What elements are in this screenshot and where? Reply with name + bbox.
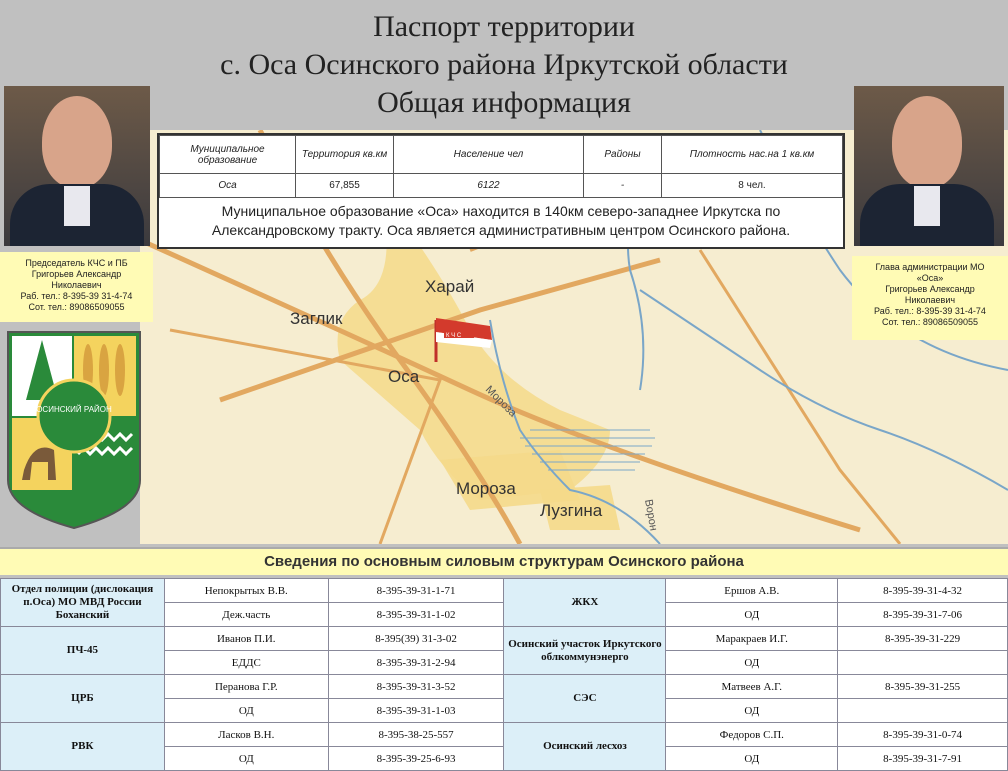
col-density: Плотность нас.на 1 кв.км [662, 136, 843, 174]
chairman-photo [4, 86, 150, 246]
org-energy: Осинский участок Иркутского облкоммунэнерго [504, 627, 666, 675]
structures-table [0, 578, 1008, 771]
head-role: Глава администрации МО [875, 262, 985, 272]
emblem-text: ОСИНСКИЙ РАЙОН [36, 405, 112, 414]
org-police: Отдел полиции (дислокация п.Оса) МО МВД России Боханский [1, 579, 165, 627]
kchs-marker-label: К Ч С [446, 333, 462, 339]
chairman-mobile-phone: Сот. тел.: 89086509055 [28, 302, 125, 312]
contact-phone: 8-395(39) 31-3-02 [328, 627, 504, 651]
map-label-moroza: Мороза [456, 479, 516, 498]
contact-name: ОД [666, 651, 838, 675]
map-label-voron: Ворон [642, 498, 660, 532]
contact-name: ЕДДС [164, 651, 328, 675]
col-districts: Районы [584, 136, 662, 174]
title-line-3: Общая информация [377, 86, 631, 119]
org-pch: ПЧ-45 [1, 627, 165, 675]
head-card [852, 256, 1008, 340]
contact-phone: 8-395-39-31-7-06 [838, 603, 1008, 627]
val-population: 6122 [394, 174, 584, 198]
contact-name: Непокрытых В.В. [164, 579, 328, 603]
contact-phone: 8-395-39-31-1-02 [328, 603, 504, 627]
org-les: Осинский лесхоз [504, 723, 666, 771]
description-text: Муниципальное образование «Оса» находится в 140км северо-западнее Иркутска по Александровскому тракту. Оса является административным центром Осинского района. [211, 203, 791, 238]
org-crb: ЦРБ [1, 675, 165, 723]
contact-name: ОД [666, 699, 838, 723]
map-label-luzgina: Лузгина [540, 501, 603, 520]
contact-name: ОД [666, 603, 838, 627]
contact-name: Матвеев А.Г. [666, 675, 838, 699]
contact-phone: 8-395-39-25-6-93 [328, 747, 504, 771]
chairman-role: Председатель КЧС и ПБ [25, 258, 128, 268]
head-mobile-phone: Сот. тел.: 89086509055 [882, 317, 978, 327]
head-patronymic: Николаевич [904, 295, 956, 305]
map-label-osa: Оса [388, 367, 420, 386]
org-ses: СЭС [504, 675, 666, 723]
head-photo [854, 86, 1004, 246]
contact-name: ОД [164, 699, 328, 723]
contact-phone: 8-395-39-31-2-94 [328, 651, 504, 675]
head-name: Григорьев Александр [885, 284, 975, 294]
contact-phone: 8-395-39-31-229 [838, 627, 1008, 651]
contact-name: ОД [666, 747, 838, 771]
contact-name: Маракраев И.Г. [666, 627, 838, 651]
title-line-1: Паспорт территории [373, 10, 635, 43]
contact-phone: 8-395-39-31-1-03 [328, 699, 504, 723]
col-municipality: Муниципальное образование [160, 136, 296, 174]
title-line-2: с. Оса Осинского района Иркутской области [220, 48, 788, 81]
chairman-card [0, 252, 153, 322]
contact-name: ОД [164, 747, 328, 771]
head-work-phone: Раб. тел.: 8-395-39 31-4-74 [874, 306, 986, 316]
head-org: «Оса» [916, 273, 944, 283]
org-zhkh: ЖКХ [504, 579, 666, 627]
val-districts: - [584, 174, 662, 198]
contact-name: Ласков В.Н. [164, 723, 328, 747]
contact-name: Перанова Г.Р. [164, 675, 328, 699]
contact-name: Деж.часть [164, 603, 328, 627]
map-label-river-moroza: Мороза [482, 383, 519, 420]
contact-phone [838, 699, 1008, 723]
contact-name: Ершов А.В. [666, 579, 838, 603]
contact-phone: 8-395-38-25-557 [328, 723, 504, 747]
contact-name: Иванов П.И. [164, 627, 328, 651]
contact-phone: 8-395-39-31-3-52 [328, 675, 504, 699]
map-label-kharai: Харай [425, 277, 475, 296]
contact-phone [838, 651, 1008, 675]
chairman-work-phone: Раб. тел.: 8-395-39 31-4-74 [20, 291, 133, 301]
val-density: 8 чел. [662, 174, 843, 198]
map-label-zaglik: Заглик [290, 309, 343, 328]
chairman-name: Григорьев Александр [31, 269, 122, 279]
col-territory: Территория кв.км [296, 136, 394, 174]
contact-phone: 8-395-39-31-7-91 [838, 747, 1008, 771]
general-info-panel [157, 133, 845, 249]
contact-phone: 8-395-39-31-0-74 [838, 723, 1008, 747]
val-territory: 67,855 [296, 174, 394, 198]
val-municipality: Оса [160, 174, 296, 198]
contact-phone: 8-395-39-31-1-71 [328, 579, 504, 603]
contact-phone: 8-395-39-31-255 [838, 675, 1008, 699]
general-info-table [159, 135, 843, 198]
org-rvk: РВК [1, 723, 165, 771]
col-population: Население чел [394, 136, 584, 174]
district-emblem [4, 330, 144, 530]
chairman-patronymic: Николаевич [51, 280, 102, 290]
section-title: Сведения по основным силовым структурам Осинского района [0, 547, 1008, 575]
contact-name: Федоров С.П. [666, 723, 838, 747]
contact-phone: 8-395-39-31-4-32 [838, 579, 1008, 603]
